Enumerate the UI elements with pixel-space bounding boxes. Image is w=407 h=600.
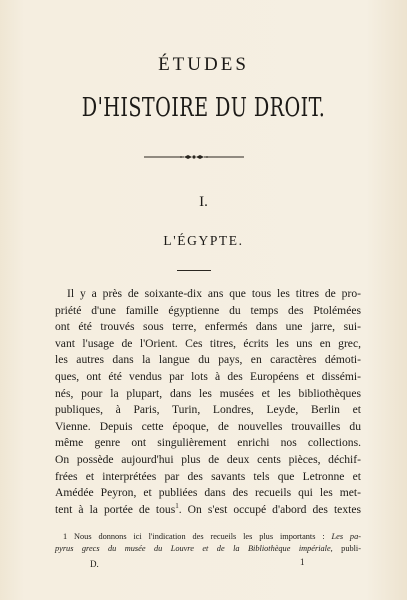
body-line: On possède aujourd'hui plus de deux cents pièces, déchif- [55,452,361,466]
body-line: les autres dans la langue du pays, en caractères démoti- [55,353,361,367]
body-line: même genre ont singulièrement enrichi nos collections. [55,436,361,450]
section-number: I. [199,194,208,210]
section-rule [177,270,211,271]
body-line: Amédée Peyron, et publiées dans des recueils qui les met- [55,486,361,500]
footnote-italic: Les pa- [331,532,361,541]
footnote-line [55,543,361,555]
body-line: ont été trouvés sous terre, enfermés dans une jarre, sui- [55,320,361,334]
body-line-last [55,502,361,519]
section-title: L'ÉGYPTE. [163,233,244,248]
footnote-line [55,531,361,543]
body-line-text: tent à la portée de tous [55,502,176,516]
sheet-number: 1 [300,557,305,567]
body-line-text: . On s'est occupé d'abord des textes [178,502,361,516]
footnote-text: , publi- [330,544,361,553]
footnote [55,531,361,555]
header-title-small: ÉTUDES [158,54,249,75]
footnote-text: 1 Nous donnons ici l'indication des recueils les plus importants : [63,532,332,541]
body-line: frées et interprétées par des savants tels que Letronne et [55,469,361,483]
body-line: vant l'usage de l'Orient. Ces titres, écrits les uns en grec, [55,336,361,350]
body-paragraph [55,286,361,518]
signature-mark: D. [90,559,99,569]
body-line: priété d'une famille égyptienne du temps des Ptolémées [55,303,361,317]
ornament-divider-icon [144,152,244,162]
body-line: Il y a près de soixante-dix ans que tous les titres de pro- [67,287,361,300]
footnote-marker: 1 [175,501,179,510]
body-line: publiques, à Paris, Turin, Londres, Leyde, Berlin et [55,403,361,417]
body-line: Vienne. Depuis cette époque, de nouvelles trouvailles du [55,419,361,433]
body-line: ques, ont été vendus par lots à des Européens et dissémi- [55,369,361,383]
header-title-main: D'HISTOIRE DU DROIT. [81,93,326,123]
body-line: nés, pour la plupart, dans les musées et les bibliothèques [55,386,361,400]
footnote-italic: pyrus grecs du musée du Louvre et de la Bibliothèque impériale [55,544,331,553]
